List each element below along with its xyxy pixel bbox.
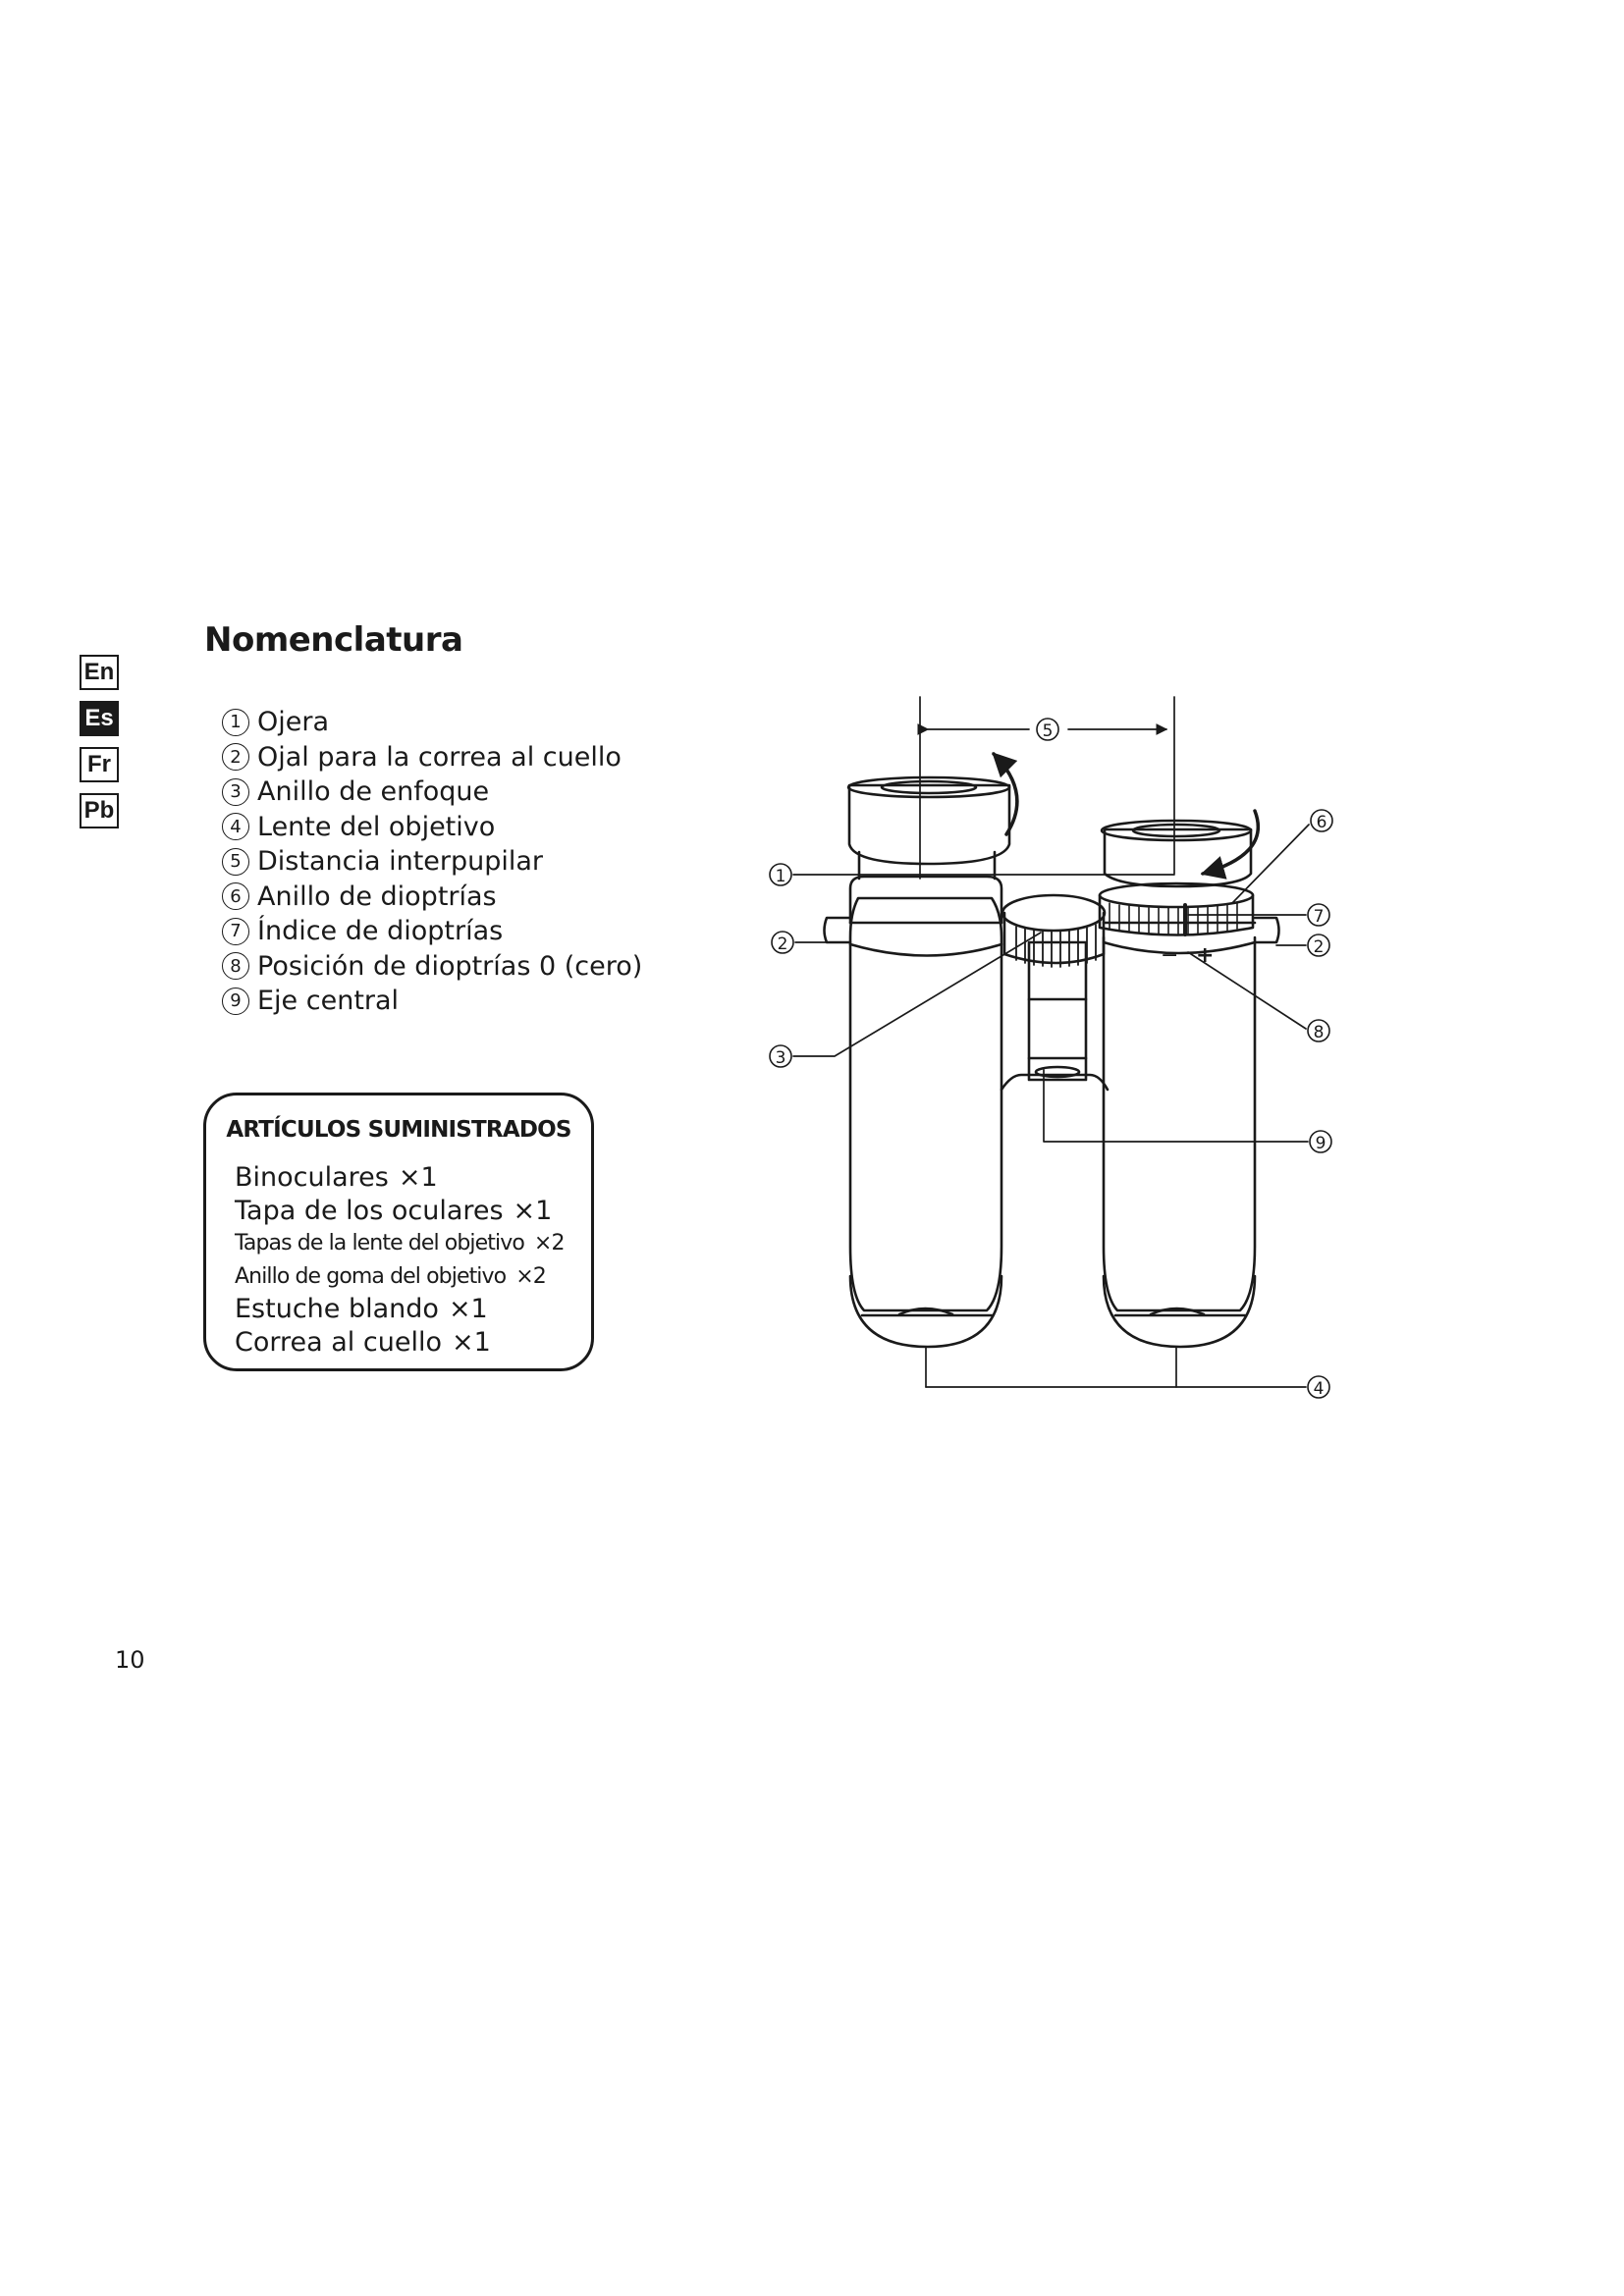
leader-lines <box>793 697 1309 1387</box>
left-eyepiece-base <box>850 877 1001 923</box>
left-strap-lug <box>825 918 851 942</box>
part-number: 1 <box>222 709 249 736</box>
part-number: 7 <box>222 918 249 945</box>
item-label: Tapa de los oculares <box>235 1195 504 1226</box>
part-label: Índice de dioptrías <box>257 916 504 946</box>
callout-9 <box>1310 1131 1331 1153</box>
part-label: Distancia interpupilar <box>257 846 544 877</box>
callout-3 <box>770 1045 791 1068</box>
left-eyecup-opening <box>882 781 976 793</box>
lang-tab-pb[interactable]: Pb <box>80 793 119 828</box>
item-label: Anillo de goma del objetivo <box>235 1263 507 1289</box>
supplied-heading: ARTÍCULOS SUMINISTRADOS <box>226 1117 571 1143</box>
item-qty: ×1 <box>448 1294 488 1324</box>
lang-tab-en[interactable]: En <box>80 655 119 690</box>
part-label: Anillo de dioptrías <box>257 881 497 912</box>
right-strap-lug <box>1255 918 1279 942</box>
part-number: 4 <box>222 813 249 840</box>
callout-label: 6 <box>1316 813 1327 832</box>
item-label: Binoculares <box>235 1162 389 1193</box>
callout-5 <box>1037 719 1058 741</box>
callout-label: 2 <box>1313 937 1325 957</box>
right-collar <box>1104 923 1255 953</box>
part-label: Posición de dioptrías 0 (cero) <box>257 950 643 982</box>
callout-label: 9 <box>1315 1134 1326 1153</box>
part-label: Ojera <box>257 707 330 737</box>
part-label: Eje central <box>257 986 400 1016</box>
part-label: Lente del objetivo <box>257 811 496 842</box>
diopter-minus: − <box>1161 943 1179 968</box>
callout-7 <box>1308 904 1329 927</box>
item-label: Correa al cuello <box>235 1326 442 1358</box>
callout-4 <box>1308 1376 1329 1399</box>
callout-label: 5 <box>1042 721 1054 741</box>
item-qty: ×2 <box>515 1263 546 1289</box>
part-number: 9 <box>222 988 249 1015</box>
right-barrel <box>1100 811 1279 1347</box>
part-number: 6 <box>222 882 249 910</box>
callout-label: 3 <box>775 1048 786 1068</box>
lang-tab-fr[interactable]: Fr <box>80 747 119 782</box>
part-number: 3 <box>222 778 249 806</box>
item-qty: ×1 <box>398 1162 438 1193</box>
callout-1 <box>770 864 791 886</box>
callout-label: 4 <box>1313 1379 1325 1399</box>
part-label: Anillo de enfoque <box>257 776 490 807</box>
diopter-plus: + <box>1196 943 1215 968</box>
left-collar <box>850 923 1001 956</box>
callout-label: 8 <box>1313 1023 1325 1042</box>
item-qty: ×2 <box>533 1231 565 1255</box>
page-number: 10 <box>115 1646 145 1674</box>
callout-6 <box>1311 810 1332 832</box>
focus-ring-top <box>1002 895 1105 931</box>
callout-8 <box>1308 1020 1329 1042</box>
callout-label: 2 <box>777 934 788 954</box>
page-title: Nomenclatura <box>204 620 463 660</box>
part-number: 2 <box>222 743 249 771</box>
callout-label: 7 <box>1313 907 1325 927</box>
lang-tab-es[interactable]: Es <box>80 701 119 736</box>
callout-2-left <box>772 932 793 954</box>
item-qty: ×1 <box>513 1195 553 1226</box>
right-barrel-body <box>1104 937 1255 1310</box>
part-number: 5 <box>222 848 249 876</box>
callout-label: 1 <box>775 867 786 886</box>
item-label: Estuche blando <box>235 1294 439 1324</box>
left-barrel-body <box>850 898 1001 1310</box>
part-label: Ojal para la correa al cuello <box>257 741 622 773</box>
item-qty: ×1 <box>451 1326 491 1358</box>
item-label: Tapas de la lente del objetivo <box>235 1231 524 1255</box>
focus-ring[interactable] <box>1004 913 1104 963</box>
part-number: 8 <box>222 952 249 980</box>
left-eyecup-arrow <box>994 754 1017 834</box>
center-bridge <box>1001 895 1108 1090</box>
callout-2-right <box>1308 934 1329 957</box>
